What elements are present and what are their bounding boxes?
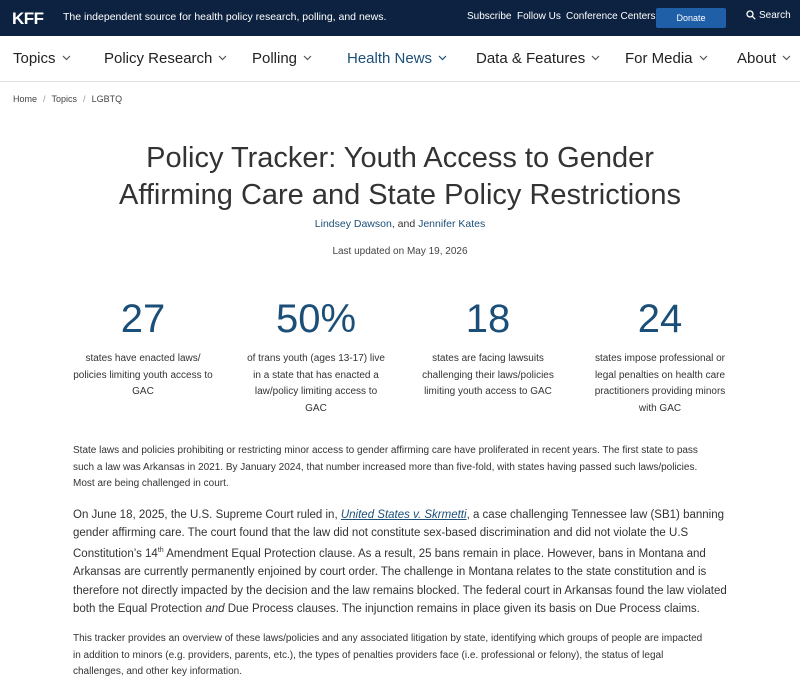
text-segment: On June 18, 2025, the U.S. Supreme Court ruled in, [73,509,341,521]
nav-data-features[interactable] [476,50,600,67]
follow-us-link[interactable]: Follow Us [517,11,561,22]
kff-logo[interactable]: KFF [12,9,44,28]
breadcrumb-topics[interactable]: Topics [51,94,78,104]
search-button[interactable] [746,10,791,21]
nav-polling[interactable] [252,50,312,67]
breadcrumb [13,94,122,104]
subscribe-link[interactable]: Subscribe [467,11,512,22]
stat-line: states have enacted laws/ [85,353,201,364]
stat-line: law/policy limiting access to [254,386,378,397]
text-segment: Due Process clauses. The injunction remains in place given its basis on Due Process claims. [224,602,700,615]
nav-health-news-label: Health News [347,50,433,67]
ruling-paragraph [73,506,733,618]
title-line-1: Policy Tracker: Youth Access to Gender [146,142,654,174]
nav-about-label: About [737,50,777,67]
superscript: th [157,547,164,555]
text-line: therefore not directly impacted by the decision and the law remains blocked. The federal court in Arkansas found the law violated [73,584,727,597]
stat-line: limiting youth access to GAC [424,386,552,397]
stat-line: challenging their laws/policies [422,369,554,381]
conference-centers-link[interactable]: Conference Centers [566,11,656,22]
nav-health-news[interactable] [347,50,447,67]
stat-line: with GAC [638,402,682,414]
nav-policy-research-label: Policy Research [104,50,213,67]
text-line: gender affirming care. The court found that the law did not constitute sex-based discrimination and did not violate the U.S [73,527,689,540]
tracker-overview-paragraph [73,631,733,678]
stat-penalties [580,296,740,417]
nav-for-media-label: For Media [625,50,693,67]
stat-line: legal penalties on health care [594,369,726,381]
stat-laws-enacted [63,296,223,401]
author-link-kates[interactable]: Jennifer Kates [418,218,486,230]
skrmetti-case-link[interactable]: United States v. Skrmetti [340,509,467,521]
stat-description [63,351,223,401]
intro-paragraph [73,443,733,493]
text-line: such a law was Arkansas in 2021. By January 2024, that number increased more than five-fold, with states having passed such laws/policies. [73,461,698,473]
stat-number: 50% [275,297,357,341]
text-line: challenges, and other key information. [73,666,242,677]
author-link-dawson[interactable]: Lindsey Dawson [314,218,392,230]
text-line: Arkansas are currently permanently enjoined by court order. The challenge in Montana relates to the state constitution and is [73,566,707,579]
stat-description [580,351,740,417]
authors [0,218,800,230]
author-separator: , and [391,218,416,230]
stat-line: states are facing lawsuits [432,353,544,364]
chevron-down-icon [438,55,447,61]
nav-policy-research[interactable] [104,50,227,67]
text-segment: Constitution’s 14 [73,548,158,561]
stat-trans-youth [236,296,396,417]
nav-polling-label: Polling [252,50,298,67]
text-line: in addition to minors (e.g. providers, parents, etc.), the types of penalties providers face (i.e. professional or felony), the status of legal [73,649,664,661]
stat-number: 27 [120,297,166,341]
title-line-2: Affirming Care and State Policy Restrictions [119,179,681,211]
text-segment: , a case challenging Tennessee law (SB1) banning [466,509,724,521]
nav-for-media[interactable] [625,50,708,67]
emphasis: and [205,602,225,615]
breadcrumb-separator: / [83,94,86,104]
breadcrumb-separator: / [43,94,46,104]
last-updated: Last updated on May 19, 2026 [332,246,468,257]
chevron-down-icon [303,55,312,61]
breadcrumb-home[interactable]: Home [13,94,38,104]
nav-about[interactable] [737,50,791,67]
stat-description [236,351,396,417]
stat-line: GAC [132,386,154,397]
stat-line: GAC [305,402,327,414]
nav-data-features-label: Data & Features [476,50,586,67]
top-bar [0,0,800,36]
chevron-down-icon [218,55,227,61]
main-nav [0,36,800,82]
chevron-down-icon [591,55,600,61]
stat-line: policies limiting youth access to [73,369,213,381]
chevron-down-icon [782,55,791,61]
stat-line: in a state that has enacted a [253,369,379,381]
tagline: The independent source for health policy research, polling, and news. [63,11,387,23]
page-title [60,140,740,214]
nav-topics-label: Topics [13,50,56,67]
breadcrumb-lgbtq[interactable]: LGBTQ [91,94,123,104]
text-line: State laws and policies prohibiting or restricting minor access to gender affirming care have proliferated in recent years. The first state to pass [73,445,698,456]
stat-lawsuits [408,296,568,401]
stat-line: states impose professional or [594,353,726,364]
chevron-down-icon [699,55,708,61]
stat-line: of trans youth (ages 13-17) live [247,353,385,364]
donate-button[interactable]: Donate [656,8,726,28]
text-segment: both the Equal Protection [73,602,206,615]
chevron-down-icon [62,55,71,61]
search-label: Search [759,10,791,21]
stat-number: 24 [637,297,683,341]
nav-topics[interactable] [13,50,71,67]
text-line: Most are being challenged in court. [73,478,229,489]
stat-number: 18 [465,297,511,341]
search-icon [746,10,756,20]
stat-description [408,351,568,401]
stat-line: practitioners providing minors [594,386,726,397]
text-segment: Amendment Equal Protection clause. As a result, 25 bans remain in place. However, bans in Montana and [163,548,706,561]
text-line: This tracker provides an overview of these laws/policies and any associated litigation by state, identifying which groups of people are impacted [73,633,703,644]
